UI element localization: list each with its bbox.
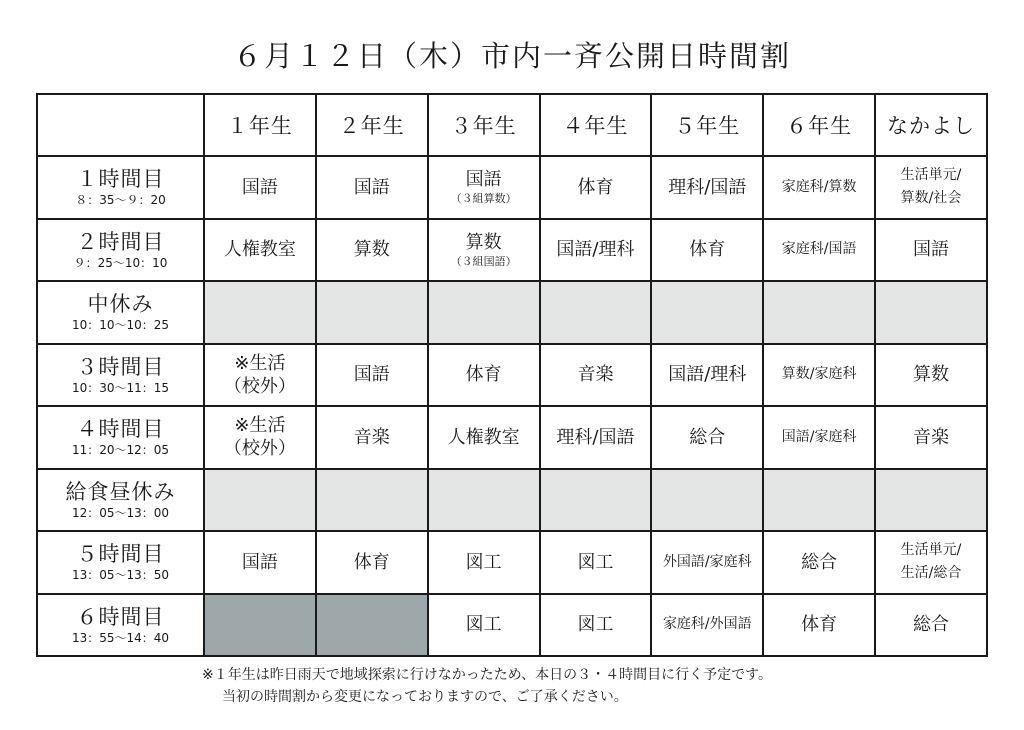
subject-cell — [204, 156, 316, 219]
grade-header-nakayoshi: なかよし — [875, 94, 987, 156]
break-cell — [540, 469, 652, 532]
break-cell — [651, 469, 763, 532]
period-name: ６時間目 — [76, 604, 165, 629]
break-cell — [763, 469, 875, 532]
subject-text: 家庭科/国語 — [781, 241, 857, 258]
period-name: １時間目 — [76, 167, 165, 192]
period-name: ３時間目 — [76, 354, 165, 379]
subject-cell — [428, 156, 540, 219]
subject-cell — [540, 406, 652, 469]
subject-cell — [763, 531, 875, 594]
subject-cell — [875, 219, 987, 282]
subject-cell — [875, 344, 987, 407]
subject-cell — [651, 594, 763, 657]
subject-text: 算数/家庭科 — [781, 366, 857, 383]
subject-text: 生活単元/ 算数/社会 — [900, 167, 962, 207]
subject-cell — [763, 406, 875, 469]
subject-text: 理科/国語 — [556, 426, 635, 448]
page-title: ６月１２日（木）市内一斉公開日時間割 — [232, 39, 791, 73]
subject-text: 総合 — [689, 426, 726, 448]
period-name: ２時間目 — [76, 229, 165, 254]
grade-header-1: １年生 — [204, 94, 316, 156]
period-label-cell — [37, 281, 204, 344]
subject-cell — [651, 156, 763, 219]
grade-header-5: ５年生 — [651, 94, 763, 156]
subject-text: 算数 — [353, 239, 390, 261]
subject-text: 外国語/家庭科 — [662, 553, 752, 570]
period-time: ８：35〜９：20 — [75, 193, 166, 208]
no-class-cell — [316, 594, 428, 657]
break-cell — [763, 281, 875, 344]
period-time: 13：05〜13：50 — [71, 568, 170, 583]
subject-text: 国語 — [465, 169, 502, 191]
header-corner — [37, 94, 204, 156]
subject-cell — [428, 344, 540, 407]
period-row — [37, 594, 987, 657]
period-label-cell — [37, 219, 204, 282]
footnote-line-2: 当初の時間割から変更になっておりますので、ご了承ください。 — [222, 689, 628, 705]
period-label-cell — [37, 344, 204, 407]
subject-cell — [651, 219, 763, 282]
subject-text: 体育 — [353, 551, 390, 573]
subject-cell — [316, 219, 428, 282]
break-cell — [428, 281, 540, 344]
break-cell — [875, 281, 987, 344]
subject-cell — [651, 406, 763, 469]
footnote — [202, 664, 1002, 708]
break-cell — [204, 469, 316, 532]
period-row — [37, 344, 987, 407]
period-name: 中休み — [87, 292, 154, 317]
subject-cell — [316, 156, 428, 219]
subject-cell — [540, 531, 652, 594]
break-cell — [204, 281, 316, 344]
footnote-line-1: ※１年生は昨日雨天で地域探索に行けなかったため、本日の３・４時間目に行く予定です。 — [202, 667, 773, 683]
subject-text: 国語 — [913, 239, 950, 261]
subject-text: 家庭科/算数 — [781, 178, 857, 195]
period-label-cell — [37, 469, 204, 532]
subject-text: 国語 — [241, 176, 278, 198]
period-time: 11：20〜12：05 — [71, 443, 170, 458]
period-label-cell — [37, 531, 204, 594]
period-row — [37, 531, 987, 594]
period-time: 10：10〜10：25 — [71, 318, 170, 333]
break-cell — [316, 281, 428, 344]
subject-text: 総合 — [801, 551, 838, 573]
grade-header-6: ６年生 — [763, 94, 875, 156]
period-row — [37, 156, 987, 219]
subject-cell — [875, 594, 987, 657]
break-cell — [428, 469, 540, 532]
subject-text: 家庭科/外国語 — [662, 616, 752, 633]
subject-note: （３組算数） — [450, 192, 517, 206]
subject-text: 体育 — [577, 176, 614, 198]
subject-text: 算数 — [913, 364, 950, 386]
subject-text: 国語 — [353, 364, 390, 386]
subject-cell — [428, 531, 540, 594]
subject-cell — [204, 344, 316, 407]
subject-text: 体育 — [801, 614, 838, 636]
subject-text: 図工 — [577, 551, 614, 573]
subject-text: 国語 — [241, 551, 278, 573]
no-class-cell — [204, 594, 316, 657]
subject-text: ※生活 （校外） — [223, 352, 296, 397]
period-name: ４時間目 — [76, 417, 165, 442]
subject-text: 体育 — [465, 364, 502, 386]
subject-text: 算数 — [465, 231, 502, 253]
subject-cell — [540, 594, 652, 657]
subject-text: 図工 — [465, 551, 502, 573]
break-cell — [316, 469, 428, 532]
subject-text: 人権教室 — [447, 426, 520, 448]
subject-cell — [875, 406, 987, 469]
grade-header-2: ２年生 — [316, 94, 428, 156]
timetable-body — [37, 156, 987, 656]
subject-cell — [428, 219, 540, 282]
grade-header-3: ３年生 — [428, 94, 540, 156]
header-row — [37, 94, 987, 156]
subject-text: 生活単元/ 生活/総合 — [900, 542, 962, 582]
subject-text: 国語 — [353, 176, 390, 198]
subject-cell — [316, 406, 428, 469]
subject-cell — [204, 219, 316, 282]
period-name: ５時間目 — [76, 542, 165, 567]
period-label-cell — [37, 594, 204, 657]
period-time: 10：30〜11：15 — [71, 380, 170, 395]
subject-cell — [763, 344, 875, 407]
subject-cell — [763, 156, 875, 219]
break-cell — [651, 281, 763, 344]
subject-text: 図工 — [465, 614, 502, 636]
subject-cell — [316, 531, 428, 594]
break-row — [37, 281, 987, 344]
break-cell — [875, 469, 987, 532]
subject-cell — [651, 531, 763, 594]
subject-text: 理科/国語 — [668, 176, 747, 198]
subject-text: 図工 — [577, 614, 614, 636]
subject-cell — [540, 219, 652, 282]
subject-text: 国語/家庭科 — [781, 428, 857, 445]
subject-text: 音楽 — [353, 426, 390, 448]
subject-cell — [763, 219, 875, 282]
subject-cell — [540, 344, 652, 407]
subject-cell — [204, 406, 316, 469]
period-row — [37, 219, 987, 282]
subject-cell — [875, 156, 987, 219]
period-time: ９：25〜10：10 — [73, 255, 168, 270]
subject-note: （３組国語） — [450, 254, 517, 268]
period-label-cell — [37, 406, 204, 469]
subject-text: 総合 — [913, 614, 950, 636]
break-row — [37, 469, 987, 532]
period-row — [37, 406, 987, 469]
period-time: 12：05〜13：00 — [71, 505, 170, 520]
subject-cell — [875, 531, 987, 594]
subject-text: 国語/理科 — [668, 364, 747, 386]
subject-text: ※生活 （校外） — [223, 415, 296, 460]
subject-cell — [428, 594, 540, 657]
subject-cell — [316, 344, 428, 407]
subject-cell — [428, 406, 540, 469]
subject-text: 音楽 — [577, 364, 614, 386]
subject-cell — [763, 594, 875, 657]
subject-cell — [540, 156, 652, 219]
subject-text: 音楽 — [913, 426, 950, 448]
subject-cell — [204, 531, 316, 594]
period-name: 給食昼休み — [65, 479, 176, 504]
subject-text: 人権教室 — [223, 239, 296, 261]
period-time: 13：55〜14：40 — [71, 630, 170, 645]
subject-text: 体育 — [689, 239, 726, 261]
timetable — [36, 93, 988, 657]
period-label-cell — [37, 156, 204, 219]
subject-text: 国語/理科 — [556, 239, 635, 261]
break-cell — [540, 281, 652, 344]
subject-cell — [651, 344, 763, 407]
grade-header-4: ４年生 — [540, 94, 652, 156]
